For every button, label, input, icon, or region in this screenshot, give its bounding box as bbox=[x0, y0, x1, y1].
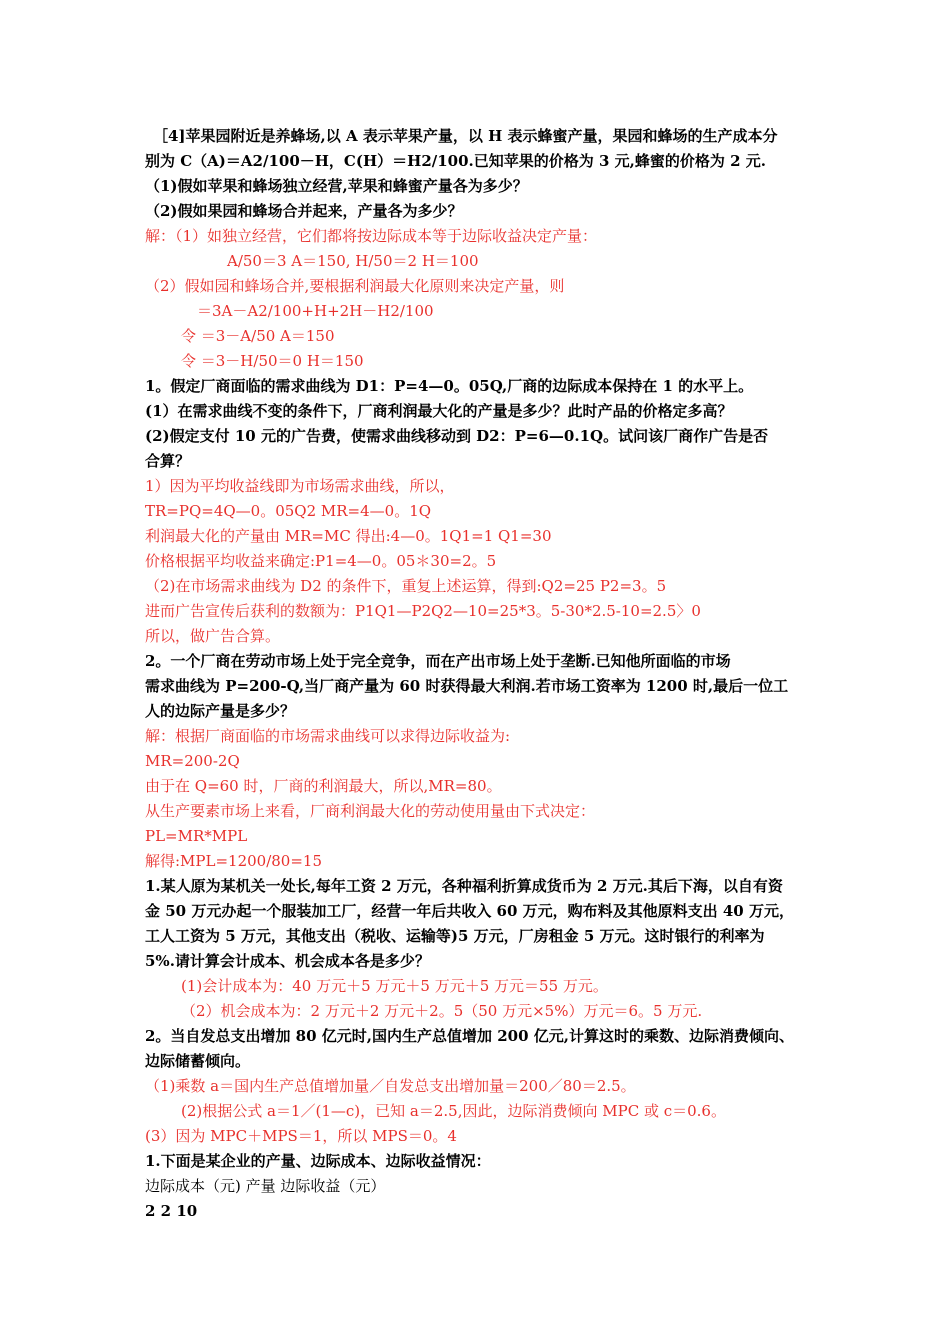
question-line: 需求曲线为 P=200-Q,当厂商产量为 60 时获得最大利润.若市场工资率为 1200 时,最后一位工 bbox=[145, 677, 789, 695]
answer-line: 解：（1）如独立经营，它们都将按边际成本等于边际收益决定产量： bbox=[145, 227, 598, 245]
answer-line: （2）假如园和蜂场合并,要根据利润最大化原则来决定产量，则 bbox=[145, 277, 565, 295]
answer-line: 1）因为平均收益线即为市场需求曲线，所以， bbox=[145, 477, 455, 495]
answer-line: 从生产要素市场上来看，厂商利润最大化的劳动使用量由下式决定： bbox=[145, 802, 596, 820]
question-line: 别为 C（A)＝A2/100－H，C(H）＝H2/100.已知苹果的价格为 3 元,蜂蜜的价格为 2 元. bbox=[145, 152, 766, 170]
answer-line: TR=PQ=4Q—0。05Q2 MR=4—0。1Q bbox=[145, 502, 432, 520]
answer-line: 价格根据平均收益来确定:P1=4—0。05＊30=2。5 bbox=[145, 552, 497, 570]
question-line: 2。当自发总支出增加 80 亿元时,国内生产总值增加 200 亿元,计算这时的乘数、边际消费倾向、 bbox=[145, 1027, 794, 1045]
answer-line: 令 ＝3－H/50＝0 H＝150 bbox=[181, 352, 364, 370]
answer-line: 解：根据厂商面临的市场需求曲线可以求得边际收益为: bbox=[145, 727, 511, 745]
answer-line: 令 ＝3－A/50 A＝150 bbox=[181, 327, 335, 345]
answer-line: 解得:MPL=1200/80=15 bbox=[145, 852, 323, 870]
question-line: ［4]苹果园附近是养蜂场,以 A 表示苹果产量，以 H 表示蜂蜜产量，果园和蜂场的生产成本分 bbox=[153, 127, 778, 145]
question-line: 1。假定厂商面临的需求曲线为 D1：P=4—0。05Q,厂商的边际成本保持在 1 的水平上。 bbox=[145, 377, 754, 395]
answer-line: （2)在市场需求曲线为 D2 的条件下，重复上述运算，得到:Q2=25 P2=3。5 bbox=[145, 577, 667, 595]
answer-line: （2）机会成本为：2 万元＋2 万元＋2。5（50 万元×5%）万元＝6。5 万元. bbox=[181, 1002, 703, 1020]
answer-line: 所以，做广告合算。 bbox=[145, 627, 281, 645]
question-line: (1）在需求曲线不变的条件下，厂商利润最大化的产量是多少？此时产品的价格定多高？ bbox=[145, 402, 733, 420]
answer-line: MR=200-2Q bbox=[145, 752, 240, 770]
question-line: (2)假定支付 10 元的广告费，使需求曲线移动到 D2：P=6—0.1Q。试问该厂商作广告是否 bbox=[145, 427, 769, 445]
question-line: 合算？ bbox=[145, 452, 191, 470]
answer-line: 由于在 Q=60 时，厂商的利润最大，所以,MR=80。 bbox=[145, 777, 502, 795]
question-line: 金 50 万元办起一个服装加工厂，经营一年后共收入 60 万元，购布料及其他原料支出 40 万元， bbox=[145, 902, 794, 920]
answer-line: ＝3A－A2/100+H+2H－H2/100 bbox=[197, 302, 434, 320]
question-line: 1.下面是某企业的产量、边际成本、边际收益情况： bbox=[145, 1152, 491, 1170]
answer-line: PL=MR*MPL bbox=[145, 827, 248, 845]
text-line: 边际成本（元) 产量 边际收益（元） bbox=[145, 1177, 386, 1195]
question-line: 边际储蓄倾向。 bbox=[145, 1052, 251, 1070]
question-line: （2)假如果园和蜂场合并起来，产量各为多少？ bbox=[145, 202, 463, 220]
question-line: （1)假如苹果和蜂场独立经营,苹果和蜂蜜产量各为多少？ bbox=[145, 177, 528, 195]
question-line: 2 2 10 bbox=[145, 1202, 198, 1220]
question-line: 人的边际产量是多少？ bbox=[145, 702, 296, 720]
answer-line: (2)根据公式 a＝1／(1—c)，已知 a＝2.5,因此，边际消费倾向 MPC 或 c＝0.6。 bbox=[181, 1102, 726, 1120]
answer-line: (3）因为 MPC＋MPS＝1，所以 MPS＝0。4 bbox=[145, 1127, 457, 1145]
answer-line: (1)会计成本为：40 万元＋5 万元＋5 万元＋5 万元＝55 万元。 bbox=[181, 977, 608, 995]
question-line: 5%.请计算会计成本、机会成本各是多少？ bbox=[145, 952, 430, 970]
question-line: 2。一个厂商在劳动市场上处于完全竞争，而在产出市场上处于垄断.已知他所面临的市场 bbox=[145, 652, 731, 670]
question-line: 工人工资为 5 万元，其他支出（税收、运输等)5 万元，厂房租金 5 万元。这时银行的利率为 bbox=[145, 927, 765, 945]
answer-line: 利润最大化的产量由 MR=MC 得出:4—0。1Q1=1 Q1=30 bbox=[145, 527, 552, 545]
answer-line: 进而广告宣传后获利的数额为：P1Q1—P2Q2—10=25*3。5-30*2.5-10=2.5〉0 bbox=[145, 602, 701, 620]
question-line: 1.某人原为某机关一处长,每年工资 2 万元，各种福利折算成货币为 2 万元.其后下海，以自有资 bbox=[145, 877, 783, 895]
answer-line: （1)乘数 a＝国内生产总值增加量／自发总支出增加量＝200／80＝2.5。 bbox=[145, 1077, 636, 1095]
document-body bbox=[145, 124, 810, 1224]
answer-line: A/50＝3 A＝150, H/50＝2 H＝100 bbox=[227, 252, 479, 270]
